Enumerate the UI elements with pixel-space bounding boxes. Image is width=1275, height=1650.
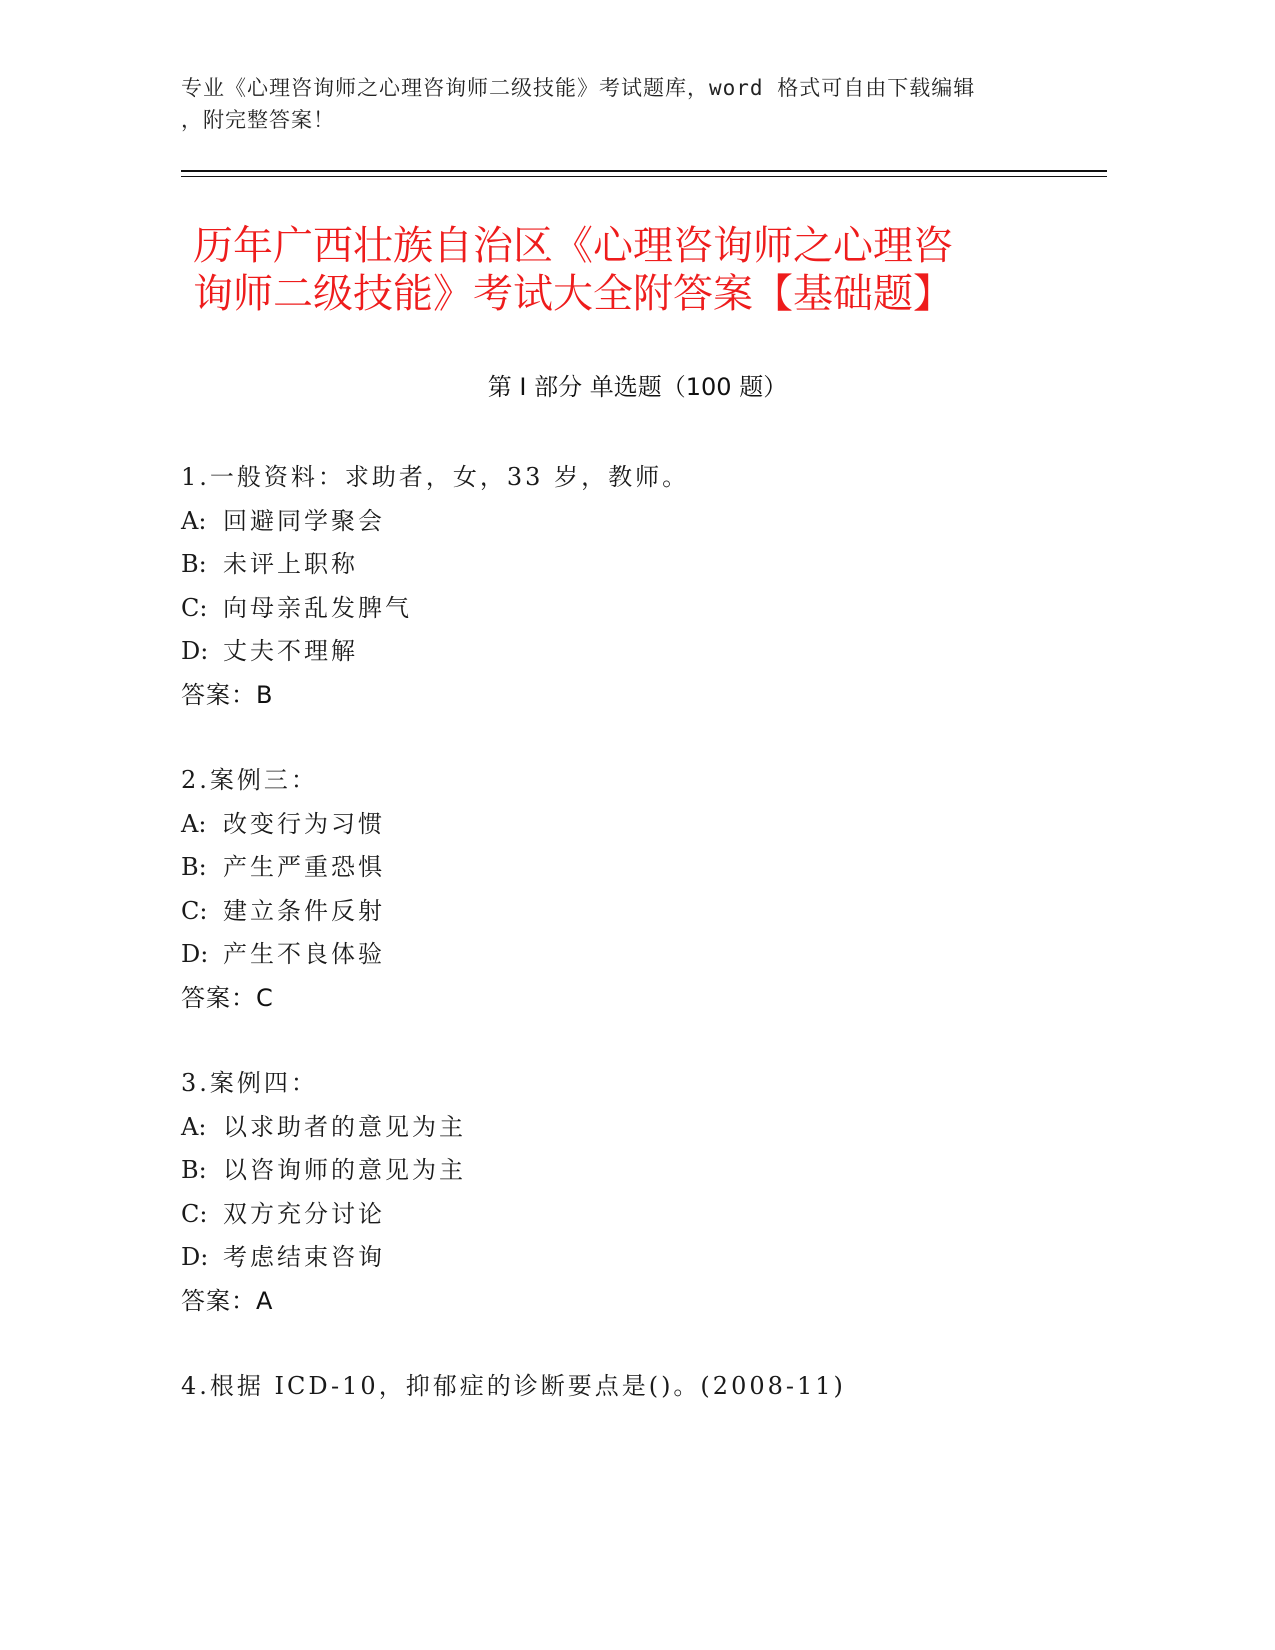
- option-c: [181, 587, 1101, 631]
- option-text: 改变行为习惯: [223, 809, 385, 838]
- option-letter: D:: [181, 1243, 209, 1271]
- option-text: 产生不良体验: [223, 940, 385, 968]
- document-title-line-1: 历年广西壮族自治区《心理咨询师之心理咨: [193, 223, 953, 269]
- answer-label: 答案：: [181, 1286, 256, 1315]
- option-text: 向母亲乱发脾气: [223, 593, 412, 622]
- question-1: [181, 456, 1101, 717]
- option-b: [181, 543, 1101, 587]
- option-text: 未评上职称: [223, 550, 358, 578]
- option-letter: C:: [181, 1199, 208, 1228]
- option-text: 产生严重恐惧: [223, 853, 385, 881]
- answer-line: [181, 977, 1101, 1021]
- question-stem: 3.案例四：: [181, 1069, 318, 1097]
- option-c: [181, 890, 1101, 934]
- document-title-line-2: 询师二级技能》考试大全附答案【基础题】: [193, 271, 953, 317]
- answer-value: A: [256, 1286, 274, 1315]
- option-text: 以求助者的意见为主: [223, 1112, 466, 1141]
- header-note: [181, 72, 1041, 136]
- header-note-line-1: 专业《心理咨询师之心理咨询师二级技能》考试题库，word 格式可自由下载编辑: [181, 76, 976, 100]
- option-text: 回避同学聚会: [223, 506, 385, 535]
- option-letter: A:: [181, 1112, 207, 1141]
- option-d: [181, 933, 1101, 977]
- option-text: 建立条件反射: [223, 896, 385, 925]
- question-list: [181, 456, 1101, 1451]
- option-d: [181, 630, 1101, 674]
- question-3: [181, 1062, 1101, 1323]
- option-b: [181, 846, 1101, 890]
- answer-value: B: [256, 680, 274, 709]
- option-letter: A:: [181, 506, 207, 535]
- option-letter: C:: [181, 593, 208, 622]
- option-letter: B:: [181, 550, 207, 578]
- option-text: 以咨询师的意见为主: [223, 1156, 466, 1184]
- option-letter: D:: [181, 637, 209, 665]
- header-note-line-2: ，附完整答案！: [181, 108, 335, 132]
- question-stem: 2.案例三：: [181, 766, 318, 794]
- answer-value: C: [256, 983, 274, 1012]
- option-text: 丈夫不理解: [223, 637, 358, 665]
- document-title: [193, 222, 1073, 318]
- option-a: [181, 500, 1101, 544]
- option-letter: B:: [181, 853, 207, 881]
- option-b: [181, 1149, 1101, 1193]
- option-c: [181, 1193, 1101, 1237]
- section-heading: 第 I 部分 单选题（100 题）: [487, 373, 788, 401]
- answer-label: 答案：: [181, 983, 256, 1012]
- question-4: [181, 1365, 1101, 1409]
- option-letter: C:: [181, 896, 208, 925]
- option-text: 双方充分讨论: [223, 1199, 385, 1228]
- option-a: [181, 1106, 1101, 1150]
- option-d: [181, 1236, 1101, 1280]
- answer-line: [181, 1280, 1101, 1324]
- header-divider-thin: [181, 176, 1107, 177]
- answer-label: 答案：: [181, 680, 256, 709]
- option-letter: D:: [181, 940, 209, 968]
- question-stem: 1.一般资料：求助者，女，33 岁，教师。: [181, 463, 690, 491]
- header-divider-thick: [181, 170, 1107, 172]
- option-letter: B:: [181, 1156, 207, 1184]
- option-letter: A:: [181, 809, 207, 838]
- answer-line: [181, 674, 1101, 718]
- question-2: [181, 759, 1101, 1020]
- option-text: 考虑结束咨询: [223, 1243, 385, 1271]
- option-a: [181, 803, 1101, 847]
- question-stem: 4.根据 ICD-10，抑郁症的诊断要点是()。(2008-11): [181, 1372, 846, 1400]
